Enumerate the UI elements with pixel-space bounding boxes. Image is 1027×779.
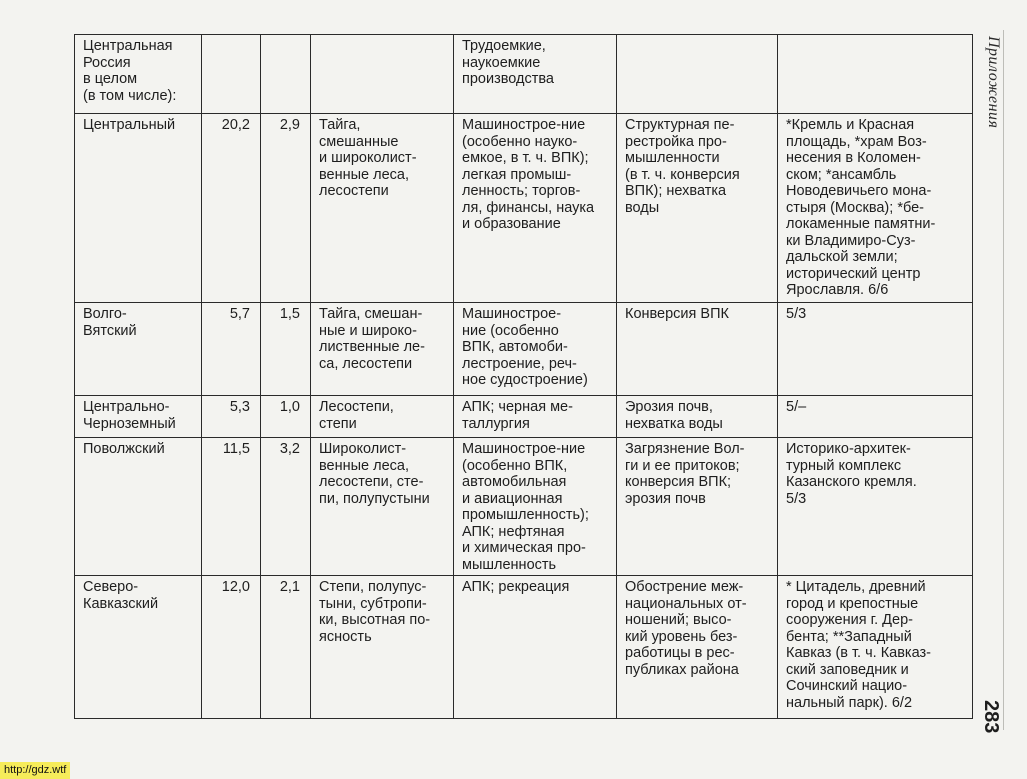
value-cell-2 — [261, 35, 311, 114]
nature-cell: Лесостепи, степи — [311, 396, 454, 438]
value-cell-1: 5,7 — [202, 303, 261, 396]
problems-cell: Эрозия почв, нехватка воды — [617, 396, 778, 438]
region-cell: Центральный — [75, 114, 202, 303]
table-row-central-russia — [75, 35, 973, 114]
heritage-cell: Историко-архитек- турный комплекс Казанского кремля. 5/3 — [778, 438, 973, 576]
value-cell-1: 20,2 — [202, 114, 261, 303]
value-cell-2: 1,5 — [261, 303, 311, 396]
page-edge-rule — [1003, 30, 1004, 730]
economy-cell: Трудоемкие, наукоемкие производства — [454, 35, 617, 114]
value-cell-1: 5,3 — [202, 396, 261, 438]
problems-cell: Структурная пе- рестройка про- мышленности (в т. ч. конверсия ВПК); нехватка воды — [617, 114, 778, 303]
region-cell: Волго- Вятский — [75, 303, 202, 396]
table-row-central-black-earth — [75, 396, 973, 438]
table-row-volga — [75, 438, 973, 576]
problems-cell: Обострение меж- национальных от- ношений; высо- кий уровень без- работицы в рес- публиках района — [617, 576, 778, 719]
economy-cell: Машинострое-ние (особенно науко- емкое, в т. ч. ВПК); легкая промыш- ленность; торгов- ля, финансы, наука и образование — [454, 114, 617, 303]
heritage-cell: 5/3 — [778, 303, 973, 396]
nature-cell — [311, 35, 454, 114]
value-cell-1 — [202, 35, 261, 114]
value-cell-1: 11,5 — [202, 438, 261, 576]
nature-cell: Степи, полупус- тыни, субтропи- ки, высотная по- ясность — [311, 576, 454, 719]
value-cell-2: 2,1 — [261, 576, 311, 719]
table-row-volga-vyatka — [75, 303, 973, 396]
economy-cell: Машинострое- ние (особенно ВПК, автомоби- лестроение, реч- ное судостроение) — [454, 303, 617, 396]
problems-cell: Загрязнение Вол- ги и ее притоков; конверсия ВПК; эрозия почв — [617, 438, 778, 576]
region-cell: Поволжский — [75, 438, 202, 576]
section-title: Приложения — [985, 36, 1002, 129]
problems-cell — [617, 35, 778, 114]
value-cell-1: 12,0 — [202, 576, 261, 719]
region-cell: Центральная Россия в целом (в том числе): — [75, 35, 202, 114]
heritage-cell — [778, 35, 973, 114]
economy-cell: АПК; рекреация — [454, 576, 617, 719]
value-cell-2: 3,2 — [261, 438, 311, 576]
source-watermark-link[interactable]: http://gdz.wtf — [0, 762, 70, 779]
region-cell: Центрально- Черноземный — [75, 396, 202, 438]
value-cell-2: 1,0 — [261, 396, 311, 438]
heritage-cell: *Кремль и Красная площадь, *храм Воз- несения в Коломен- ском; *ансамбль Новодевичьего мона- стыря (Москва); *бе- локаменные памятни- ки Владимиро-Суз- дальской земли; исторический центр Ярославля. 6/6 — [778, 114, 973, 303]
nature-cell: Тайга, смешанные и широколист- венные леса, лесостепи — [311, 114, 454, 303]
table-row-central — [75, 114, 973, 303]
table-row-north-caucasus — [75, 576, 973, 719]
regions-table — [74, 34, 973, 719]
problems-cell: Конверсия ВПК — [617, 303, 778, 396]
nature-cell: Широколист- венные леса, лесостепи, сте- пи, полупустыни — [311, 438, 454, 576]
region-cell: Северо- Кавказский — [75, 576, 202, 719]
economy-cell: Машинострое-ние (особенно ВПК, автомобильная и авиационная промышленность); АПК; нефтяная и химическая про- мышленность — [454, 438, 617, 576]
value-cell-2: 2,9 — [261, 114, 311, 303]
heritage-cell: * Цитадель, древний город и крепостные сооружения г. Дер- бента; **Западный Кавказ (в т. ч. Кавказ- ский заповедник и Сочинский нацио- нальный парк). 6/2 — [778, 576, 973, 719]
economy-cell: АПК; черная ме- таллургия — [454, 396, 617, 438]
nature-cell: Тайга, смешан- ные и широко- лиственные ле- са, лесостепи — [311, 303, 454, 396]
page-number: 283 — [980, 700, 1002, 734]
heritage-cell: 5/– — [778, 396, 973, 438]
